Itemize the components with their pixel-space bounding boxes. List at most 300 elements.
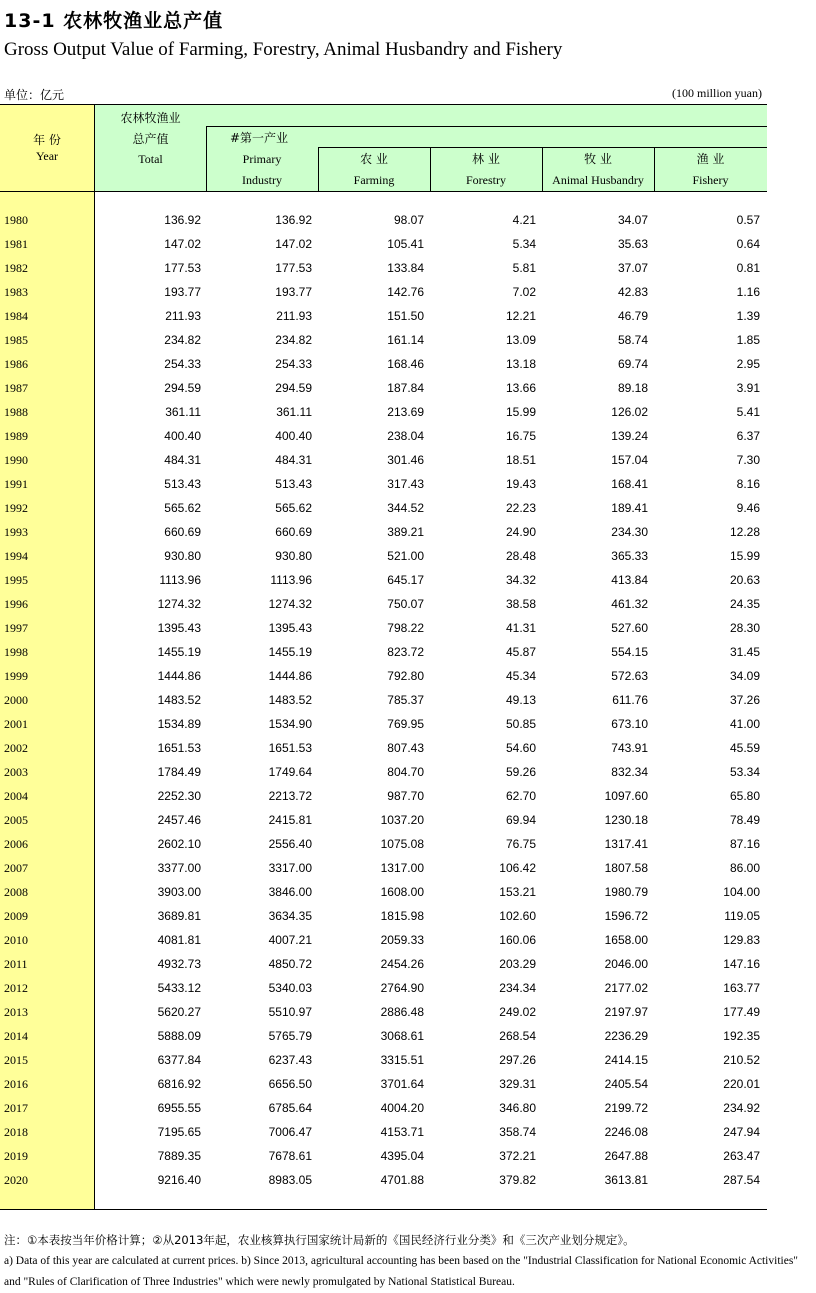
- table-row: [0, 640, 767, 664]
- table-row: [0, 832, 767, 856]
- forestry-cell: 62.70: [505, 789, 536, 803]
- fishery-cell: 31.45: [729, 645, 760, 659]
- table-row: [0, 760, 767, 784]
- total-cell: 361.11: [165, 405, 201, 419]
- year-cell: 1988: [4, 405, 28, 419]
- farming-cell: 750.07: [387, 597, 424, 611]
- total-cell: 400.40: [164, 429, 201, 443]
- total-cell: 211.93: [165, 309, 201, 323]
- year-cell: 1993: [4, 525, 28, 539]
- farming-cell: 1608.00: [380, 885, 424, 899]
- year-cell: 2001: [4, 717, 28, 731]
- animal-cell: 2177.02: [604, 981, 648, 995]
- header-vline: [654, 147, 655, 191]
- fishery-cell: 0.81: [736, 261, 760, 275]
- forestry-cell: 379.82: [499, 1173, 536, 1187]
- animal-cell: 168.41: [611, 477, 648, 491]
- primary-cell: 2415.81: [268, 813, 312, 827]
- total-cell: 3689.81: [157, 909, 201, 923]
- animal-cell: 1097.60: [604, 789, 648, 803]
- forestry-cell: 234.34: [499, 981, 536, 995]
- animal-cell: 413.84: [611, 573, 648, 587]
- year-cell: 1987: [4, 381, 28, 395]
- year-header-cn: 年 份: [33, 133, 61, 147]
- primary-cell: 1455.19: [268, 645, 312, 659]
- forestry-cell: 13.09: [505, 333, 536, 347]
- primary-cell: 136.92: [275, 213, 312, 227]
- table-row: [0, 376, 767, 400]
- unit-label-en: (100 million yuan): [672, 86, 762, 100]
- farming-cell: 105.41: [387, 237, 424, 251]
- farming-cell: 4701.88: [380, 1173, 424, 1187]
- table-row: [0, 1072, 767, 1096]
- total-header-cn2: 总产值: [132, 132, 169, 146]
- table-row: [0, 400, 767, 424]
- forestry-cell: 203.29: [499, 957, 536, 971]
- primary-cell: 1113.96: [270, 573, 312, 587]
- animal-cell: 126.02: [611, 405, 648, 419]
- table-row: [0, 856, 767, 880]
- fishery-cell: 9.46: [736, 501, 760, 515]
- farming-cell: 798.22: [387, 621, 424, 635]
- forestry-header-en: Forestry: [466, 173, 506, 187]
- animal-cell: 189.41: [611, 501, 648, 515]
- table-rows: [0, 208, 767, 1192]
- fishery-cell: 147.16: [723, 957, 760, 971]
- primary-header-en1: Primary: [242, 152, 282, 166]
- fishery-cell: 20.63: [729, 573, 760, 587]
- forestry-cell: 329.31: [499, 1077, 536, 1091]
- total-cell: 177.53: [164, 261, 201, 275]
- table-row: [0, 928, 767, 952]
- farming-cell: 213.69: [387, 405, 424, 419]
- animal-cell: 1807.58: [604, 861, 648, 875]
- year-cell: 2006: [4, 837, 28, 851]
- forestry-cell: 12.21: [505, 309, 536, 323]
- forestry-cell: 45.87: [505, 645, 536, 659]
- unit-label-cn: 单位：亿元: [4, 88, 65, 102]
- primary-cell: 400.40: [275, 429, 312, 443]
- table-row: [0, 328, 767, 352]
- forestry-cell: 45.34: [505, 669, 536, 683]
- farming-cell: 1815.98: [380, 909, 424, 923]
- year-cell: 1982: [4, 261, 28, 275]
- farming-cell: 3315.51: [380, 1053, 424, 1067]
- animal-header-en: Animal Husbandry: [552, 173, 644, 187]
- fishery-cell: 2.95: [736, 357, 760, 371]
- forestry-cell: 34.32: [505, 573, 536, 587]
- year-cell: 2000: [4, 693, 28, 707]
- total-cell: 5888.09: [157, 1029, 201, 1043]
- animal-cell: 2236.29: [604, 1029, 648, 1043]
- forestry-cell: 54.60: [505, 741, 536, 755]
- total-cell: 2602.10: [157, 837, 201, 851]
- primary-cell: 3846.00: [268, 885, 312, 899]
- primary-cell: 1274.32: [268, 597, 312, 611]
- forestry-cell: 268.54: [499, 1029, 536, 1043]
- primary-cell: 3317.00: [268, 861, 312, 875]
- fishery-cell: 210.52: [723, 1053, 760, 1067]
- forestry-cell: 372.21: [499, 1149, 536, 1163]
- farming-cell: 168.46: [387, 357, 424, 371]
- fishery-cell: 220.01: [723, 1077, 760, 1091]
- year-cell: 1995: [4, 573, 28, 587]
- total-cell: 565.62: [164, 501, 201, 515]
- forestry-cell: 5.81: [512, 261, 536, 275]
- primary-cell: 234.82: [275, 333, 312, 347]
- fishery-cell: 192.35: [723, 1029, 760, 1043]
- farming-cell: 142.76: [387, 285, 424, 299]
- fishery-cell: 34.09: [729, 669, 760, 683]
- page-title-cn: 13-1 农林牧渔业总产值: [4, 10, 224, 32]
- animal-cell: 234.30: [611, 525, 648, 539]
- fishery-cell: 1.16: [736, 285, 760, 299]
- year-header: [0, 105, 95, 191]
- fishery-cell: 8.16: [736, 477, 760, 491]
- total-cell: 193.77: [164, 285, 201, 299]
- primary-cell: 5765.79: [268, 1029, 312, 1043]
- fishery-cell: 7.30: [736, 453, 760, 467]
- primary-cell: 1749.64: [268, 765, 312, 779]
- farming-cell: 1037.20: [380, 813, 424, 827]
- table-body: [0, 192, 767, 1210]
- fishery-cell: 247.94: [723, 1125, 760, 1139]
- animal-cell: 42.83: [617, 285, 648, 299]
- total-cell: 6955.55: [157, 1101, 201, 1115]
- farming-cell: 238.04: [387, 429, 424, 443]
- forestry-cell: 358.74: [499, 1125, 536, 1139]
- farming-cell: 133.84: [387, 261, 424, 275]
- farming-cell: 987.70: [387, 789, 424, 803]
- animal-cell: 673.10: [611, 717, 648, 731]
- total-cell: 2457.46: [157, 813, 201, 827]
- footnotes: [4, 1230, 812, 1293]
- total-cell: 660.69: [164, 525, 201, 539]
- animal-cell: 1658.00: [604, 933, 648, 947]
- animal-cell: 2199.72: [604, 1101, 648, 1115]
- total-cell: 7195.65: [157, 1125, 201, 1139]
- page-title-en: Gross Output Value of Farming, Forestry, Animal Husbandry and Fishery: [4, 39, 563, 60]
- animal-cell: 1980.79: [604, 885, 648, 899]
- table-row: [0, 1168, 767, 1192]
- farming-cell: 4004.20: [380, 1101, 424, 1115]
- fishery-cell: 6.37: [736, 429, 760, 443]
- forestry-cell: 15.99: [505, 405, 536, 419]
- table-row: [0, 1048, 767, 1072]
- animal-cell: 611.76: [612, 693, 648, 707]
- animal-cell: 2046.00: [604, 957, 648, 971]
- table-row: [0, 1144, 767, 1168]
- primary-cell: 484.31: [275, 453, 312, 467]
- primary-cell: 930.80: [275, 549, 312, 563]
- farming-header-cn: 农 业: [360, 152, 388, 166]
- fishery-cell: 263.47: [723, 1149, 760, 1163]
- forestry-cell: 76.75: [505, 837, 536, 851]
- animal-cell: 89.18: [617, 381, 648, 395]
- data-table: [0, 104, 767, 1210]
- primary-cell: 1395.43: [268, 621, 312, 635]
- total-cell: 1784.49: [157, 765, 201, 779]
- primary-cell: 660.69: [275, 525, 312, 539]
- year-cell: 1992: [4, 501, 28, 515]
- year-cell: 2002: [4, 741, 28, 755]
- forestry-cell: 22.23: [505, 501, 536, 515]
- forestry-cell: 153.21: [499, 885, 536, 899]
- year-cell: 2004: [4, 789, 28, 803]
- fishery-cell: 45.59: [729, 741, 760, 755]
- table-row: [0, 616, 767, 640]
- farming-cell: 3068.61: [380, 1029, 424, 1043]
- farming-cell: 1075.08: [380, 837, 424, 851]
- table-row: [0, 688, 767, 712]
- total-cell: 3377.00: [157, 861, 201, 875]
- year-cell: 1997: [4, 621, 28, 635]
- fishery-cell: 24.35: [729, 597, 760, 611]
- forestry-cell: 106.42: [499, 861, 536, 875]
- table-header: [0, 104, 767, 192]
- fishery-cell: 1.39: [736, 309, 760, 323]
- primary-header-cn: #第一产业: [230, 131, 289, 145]
- year-cell: 1980: [4, 213, 28, 227]
- total-cell: 484.31: [164, 453, 201, 467]
- fishery-cell: 287.54: [723, 1173, 760, 1187]
- animal-cell: 2414.15: [604, 1053, 648, 1067]
- farming-cell: 98.07: [393, 213, 424, 227]
- forestry-cell: 50.85: [505, 717, 536, 731]
- fishery-cell: 177.49: [723, 1005, 760, 1019]
- primary-cell: 513.43: [275, 477, 312, 491]
- total-header-cn1: 农林牧渔业: [120, 111, 181, 125]
- animal-cell: 461.32: [611, 597, 648, 611]
- fishery-cell: 15.99: [729, 549, 760, 563]
- farming-cell: 3701.64: [380, 1077, 424, 1091]
- fishery-cell: 129.83: [723, 933, 760, 947]
- year-cell: 2015: [4, 1053, 28, 1067]
- animal-cell: 3613.81: [604, 1173, 648, 1187]
- year-cell: 2020: [4, 1173, 28, 1187]
- table-row: [0, 808, 767, 832]
- animal-header-cn: 牧 业: [584, 152, 612, 166]
- animal-cell: 34.07: [617, 213, 648, 227]
- total-cell: 1455.19: [157, 645, 201, 659]
- table-row: [0, 1120, 767, 1144]
- table-row: [0, 784, 767, 808]
- forestry-cell: 13.66: [505, 381, 536, 395]
- year-cell: 2010: [4, 933, 28, 947]
- forestry-cell: 7.02: [512, 285, 536, 299]
- table-row: [0, 520, 767, 544]
- primary-cell: 8983.05: [268, 1173, 312, 1187]
- farming-cell: 645.17: [387, 573, 424, 587]
- table-row: [0, 880, 767, 904]
- total-cell: 513.43: [164, 477, 201, 491]
- farming-cell: 823.72: [387, 645, 424, 659]
- table-row: [0, 904, 767, 928]
- total-cell: 136.92: [164, 213, 201, 227]
- forestry-cell: 4.21: [512, 213, 536, 227]
- table-row: [0, 352, 767, 376]
- year-cell: 1989: [4, 429, 28, 443]
- primary-cell: 7006.47: [268, 1125, 312, 1139]
- animal-cell: 2405.54: [604, 1077, 648, 1091]
- fishery-cell: 53.34: [729, 765, 760, 779]
- header-vline: [206, 126, 207, 191]
- table-row: [0, 976, 767, 1000]
- year-cell: 1998: [4, 645, 28, 659]
- year-cell: 1994: [4, 549, 28, 563]
- animal-cell: 572.63: [611, 669, 648, 683]
- forestry-cell: 49.13: [505, 693, 536, 707]
- farming-cell: 187.84: [387, 381, 424, 395]
- table-row: [0, 208, 767, 232]
- year-cell: 1984: [4, 309, 28, 323]
- table-row: [0, 496, 767, 520]
- year-cell: 1983: [4, 285, 28, 299]
- table-row: [0, 736, 767, 760]
- animal-cell: 832.34: [611, 765, 648, 779]
- primary-cell: 5510.97: [268, 1005, 312, 1019]
- primary-cell: 1651.53: [268, 741, 312, 755]
- header-vline: [318, 147, 319, 191]
- year-cell: 2012: [4, 981, 28, 995]
- total-cell: 1651.53: [157, 741, 201, 755]
- total-cell: 1444.86: [157, 669, 201, 683]
- year-cell: 2008: [4, 885, 28, 899]
- year-cell: 2009: [4, 909, 28, 923]
- animal-cell: 1596.72: [604, 909, 648, 923]
- total-cell: 4932.73: [157, 957, 201, 971]
- farming-cell: 2454.26: [380, 957, 424, 971]
- animal-cell: 157.04: [611, 453, 648, 467]
- farming-cell: 151.50: [387, 309, 424, 323]
- total-cell: 1395.43: [157, 621, 201, 635]
- primary-cell: 1534.90: [268, 717, 312, 731]
- animal-cell: 1230.18: [604, 813, 648, 827]
- primary-cell: 254.33: [275, 357, 312, 371]
- primary-cell: 1483.52: [268, 693, 312, 707]
- farming-cell: 4153.71: [380, 1125, 424, 1139]
- animal-cell: 46.79: [617, 309, 648, 323]
- fishery-header-cn: 渔 业: [696, 152, 725, 166]
- animal-cell: 2197.97: [604, 1005, 648, 1019]
- farming-cell: 344.52: [387, 501, 424, 515]
- total-cell: 9216.40: [157, 1173, 201, 1187]
- total-cell: 147.02: [164, 237, 201, 251]
- table-row: [0, 1096, 767, 1120]
- primary-cell: 6656.50: [268, 1077, 312, 1091]
- fishery-cell: 0.57: [736, 213, 760, 227]
- total-cell: 254.33: [164, 357, 201, 371]
- fishery-cell: 5.41: [736, 405, 760, 419]
- fishery-header-en: Fishery: [692, 173, 729, 187]
- fishery-cell: 1.85: [736, 333, 760, 347]
- year-cell: 2007: [4, 861, 28, 875]
- primary-cell: 4007.21: [268, 933, 312, 947]
- forestry-cell: 5.34: [512, 237, 536, 251]
- forestry-cell: 160.06: [499, 933, 536, 947]
- fishery-cell: 37.26: [729, 693, 760, 707]
- farming-cell: 785.37: [387, 693, 424, 707]
- forestry-cell: 24.90: [505, 525, 536, 539]
- primary-cell: 2556.40: [268, 837, 312, 851]
- total-cell: 1274.32: [157, 597, 201, 611]
- total-cell: 7889.35: [157, 1149, 201, 1163]
- year-cell: 1999: [4, 669, 28, 683]
- table-row: [0, 1000, 767, 1024]
- header-vline: [542, 147, 543, 191]
- farming-cell: 161.14: [387, 333, 424, 347]
- primary-cell: 7678.61: [268, 1149, 312, 1163]
- primary-cell: 2213.72: [268, 789, 312, 803]
- footnote-cn: 注：①本表按当年价格计算；②从2013年起，农业核算执行国家统计局新的《国民经济行业分类》和《三次产业划分规定》。: [4, 1233, 635, 1247]
- header-vline: [430, 147, 431, 191]
- year-cell: 2011: [4, 957, 28, 971]
- table-row: [0, 304, 767, 328]
- primary-cell: 5340.03: [268, 981, 312, 995]
- total-cell: 6377.84: [157, 1053, 201, 1067]
- total-cell: 1113.96: [159, 573, 201, 587]
- primary-cell: 6237.43: [268, 1053, 312, 1067]
- primary-cell: 3634.35: [268, 909, 312, 923]
- table-row: [0, 592, 767, 616]
- farming-cell: 317.43: [387, 477, 424, 491]
- total-cell: 3903.00: [157, 885, 201, 899]
- total-cell: 1483.52: [157, 693, 201, 707]
- year-cell: 1991: [4, 477, 28, 491]
- table-row: [0, 280, 767, 304]
- table-row: [0, 472, 767, 496]
- forestry-cell: 69.94: [505, 813, 536, 827]
- year-cell: 1986: [4, 357, 28, 371]
- year-cell: 2017: [4, 1101, 28, 1115]
- table-row: [0, 424, 767, 448]
- animal-cell: 365.33: [611, 549, 648, 563]
- fishery-cell: 86.00: [729, 861, 760, 875]
- farming-cell: 2886.48: [380, 1005, 424, 1019]
- table-row: [0, 568, 767, 592]
- primary-cell: 4850.72: [268, 957, 312, 971]
- year-cell: 1996: [4, 597, 28, 611]
- primary-cell: 361.11: [276, 405, 312, 419]
- forestry-cell: 102.60: [499, 909, 536, 923]
- forestry-cell: 28.48: [505, 549, 536, 563]
- year-cell: 1985: [4, 333, 28, 347]
- animal-cell: 2246.08: [604, 1125, 648, 1139]
- primary-cell: 1444.86: [268, 669, 312, 683]
- primary-cell: 294.59: [275, 381, 312, 395]
- year-header-en: Year: [35, 149, 59, 163]
- total-cell: 5620.27: [157, 1005, 201, 1019]
- farming-cell: 2764.90: [380, 981, 424, 995]
- year-cell: 2005: [4, 813, 28, 827]
- total-cell: 6816.92: [157, 1077, 201, 1091]
- animal-cell: 139.24: [611, 429, 648, 443]
- farming-cell: 804.70: [387, 765, 424, 779]
- primary-cell: 6785.64: [268, 1101, 312, 1115]
- animal-cell: 1317.41: [604, 837, 648, 851]
- fishery-cell: 87.16: [729, 837, 760, 851]
- forestry-cell: 346.80: [499, 1101, 536, 1115]
- year-cell: 2019: [4, 1149, 28, 1163]
- forestry-cell: 18.51: [505, 453, 536, 467]
- farming-cell: 769.95: [387, 717, 424, 731]
- animal-cell: 743.91: [611, 741, 648, 755]
- year-cell: 2013: [4, 1005, 28, 1019]
- total-cell: 294.59: [164, 381, 201, 395]
- table-row: [0, 664, 767, 688]
- fishery-cell: 65.80: [729, 789, 760, 803]
- fishery-cell: 234.92: [723, 1101, 760, 1115]
